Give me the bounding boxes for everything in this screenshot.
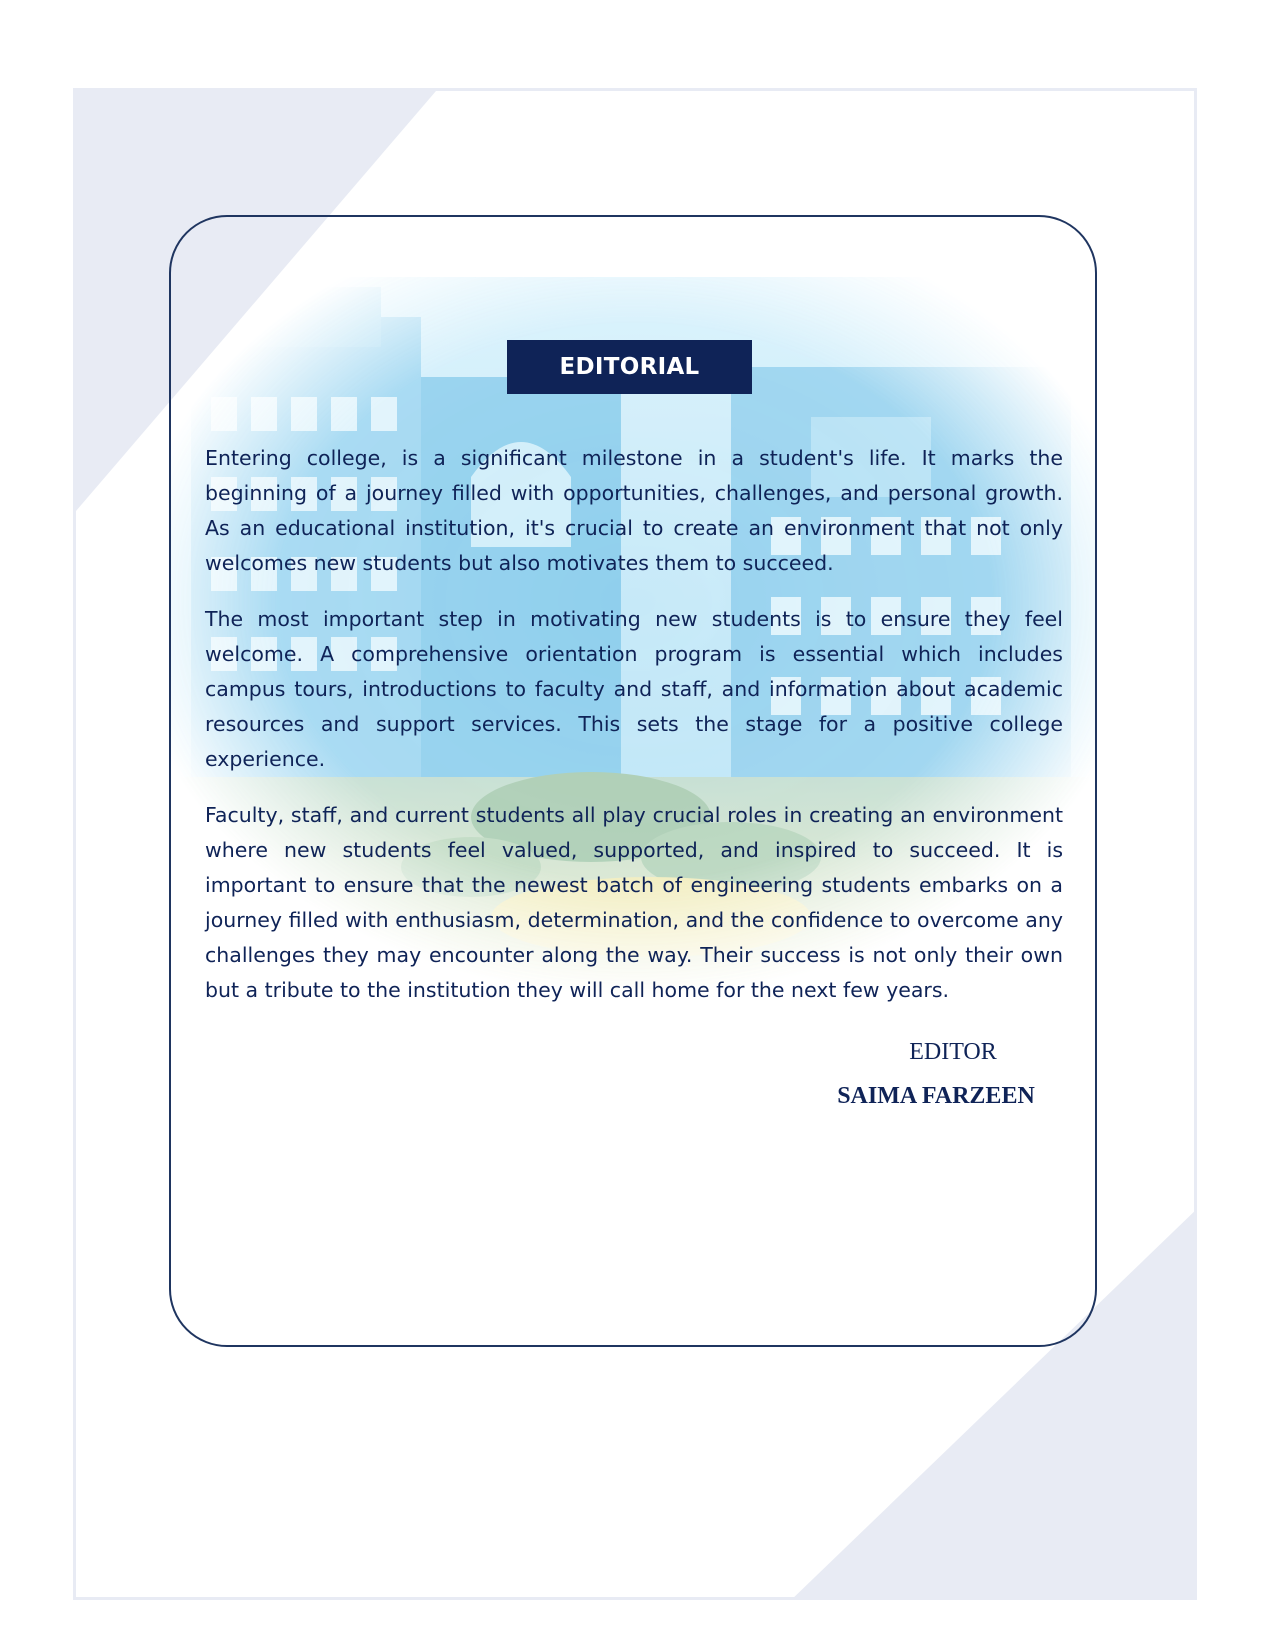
signature-name: SAIMA FARZEEN	[837, 1083, 1035, 1109]
editorial-paragraph-3: Faculty, staff, and current students all play crucial roles in creating an environment where new students feel valued, supported, and inspired to succeed. It is important to ensure that the newest batch of engineering students embarks on a journey filled with enthusiasm, determination, and the confidence to overcome any challenges they may encounter along the way. Their success is not only their own but a tribute to the institution they will call home for the next few years.	[205, 803, 1063, 1002]
editorial-body	[205, 441, 1063, 1029]
editorial-paragraph-1: Entering college, is a significant milestone in a student's life. It marks the beginning of a journey filled with opportunities, challenges, and personal growth. As an educational institution, it's crucial to create an environment that not only welcomes new students but also motivates them to succeed.	[205, 446, 1063, 575]
editorial-paragraph-2: The most important step in motivating new students is to ensure they feel welcome. A comprehensive orientation program is essential which includes campus tours, introductions to faculty and staff, and information about academic resources and support services. This sets the stage for a positive college experience.	[205, 607, 1063, 771]
editorial-title: EDITORIAL	[507, 340, 752, 394]
signature-role: EDITOR	[909, 1039, 997, 1065]
editorial-card	[169, 215, 1097, 1347]
